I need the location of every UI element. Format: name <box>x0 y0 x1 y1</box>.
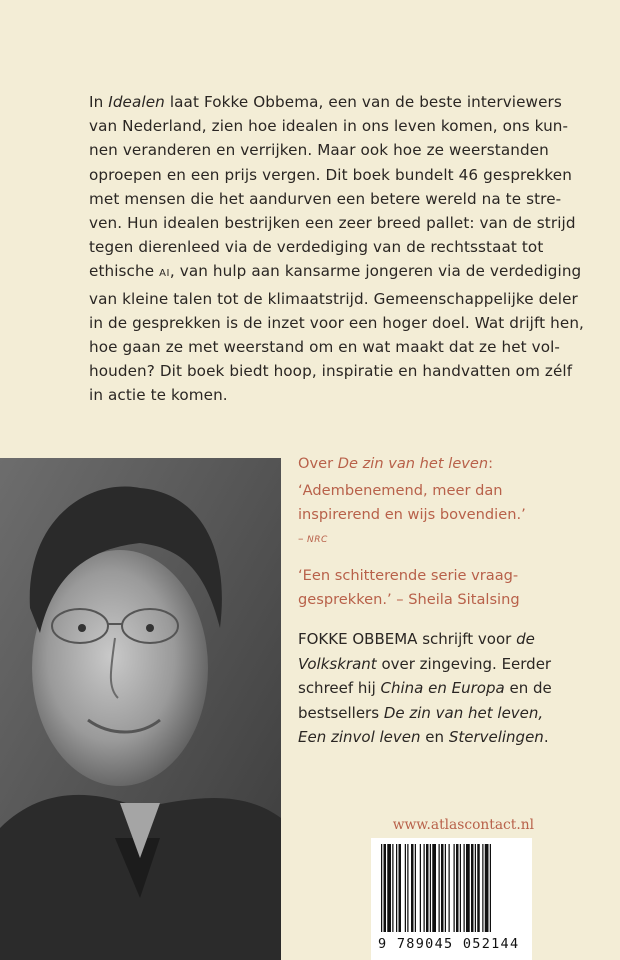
barcode-bar <box>405 844 406 932</box>
review-quotes <box>298 452 608 612</box>
bio-text: schreef hij <box>298 679 381 697</box>
author-bio <box>298 627 608 750</box>
barcode-bars <box>371 838 532 938</box>
quotes-intro-text: Over <box>298 455 338 472</box>
publisher-url[interactable]: www.atlascontact.nl <box>392 817 534 833</box>
review-quote-nrc <box>298 479 608 552</box>
bio-text: en de <box>504 679 552 697</box>
blurb-line: oproepen en een prijs vergen. Dit boek bundelt 46 gesprekken <box>89 165 572 184</box>
bio-text: en <box>420 728 449 746</box>
barcode-bar <box>445 844 446 932</box>
barcode-bar <box>424 844 425 932</box>
bio-text: bestsellers <box>298 703 384 722</box>
book-title-idealen: Idealen <box>108 93 165 111</box>
quote-source-dash: – <box>298 532 307 545</box>
barcode-bar <box>426 844 429 932</box>
blurb-ai-abbrev: AI <box>159 268 170 280</box>
barcode-bar <box>430 844 431 932</box>
blurb-line: in actie te komen. <box>89 386 228 405</box>
barcode-bar <box>466 844 470 932</box>
barcode-bar <box>387 844 391 932</box>
isbn-number: 9 789045 052144 <box>378 936 520 952</box>
bio-italic: de <box>516 630 535 648</box>
blurb-line <box>89 259 582 286</box>
back-cover-blurb <box>89 90 584 408</box>
bio-italic: Volkskrant <box>298 654 377 673</box>
bio-line <box>298 676 608 701</box>
barcode-bar <box>432 844 436 932</box>
barcode-bar <box>411 844 414 932</box>
quotes-intro <box>298 452 608 476</box>
bio-italic: Een zinvol leven <box>298 728 421 746</box>
bio-text: . <box>543 728 549 746</box>
blurb-line: hoe gaan ze met weerstand om en wat maakt dat ze het vol- <box>89 338 560 357</box>
barcode-bar <box>460 844 461 932</box>
blurb-line: van Nederland, zien hoe idealen in ons leven komen, ons kun- <box>89 117 569 136</box>
blurb-line: met mensen die het aandurven een betere wereld na te stre- <box>89 189 562 208</box>
quote-source-name: NRC <box>307 535 328 545</box>
bio-line <box>298 652 608 677</box>
barcode-bar <box>449 844 450 932</box>
barcode-bar <box>477 844 480 932</box>
barcode-bar <box>490 844 491 932</box>
bio-line <box>298 725 608 750</box>
blurb-text: , van hulp aan kansarme jongeren via de verdediging <box>169 262 582 281</box>
bio-italic: China en Europa <box>380 679 505 697</box>
barcode-bar <box>384 844 387 932</box>
quote-line: gesprekken.’ – Sheila Sitalsing <box>298 591 520 608</box>
barcode-bar <box>399 844 402 932</box>
author-portrait-image <box>0 458 281 960</box>
barcode-bar <box>475 844 476 932</box>
blurb-line <box>89 90 562 114</box>
author-photo <box>0 458 281 960</box>
barcode-bar <box>396 844 397 932</box>
quotes-intro-text: : <box>488 455 494 472</box>
blurb-line: nen veranderen en verrijken. Maar ook hoe ze weerstanden <box>89 141 549 160</box>
bio-italic: De zin van het leven, <box>383 703 544 722</box>
blurb-line: houden? Dit boek biedt hoop, inspiratie en handvatten om zélf <box>89 362 573 381</box>
barcode-bar <box>471 844 474 932</box>
barcode-bar <box>439 844 440 932</box>
barcode-bar <box>485 844 489 932</box>
barcode-bar <box>420 844 421 932</box>
barcode-bar <box>407 844 408 932</box>
quote-line: ‘Adembenemend, meer dan <box>298 482 503 499</box>
bio-text: over zingeving. Eerder <box>376 654 552 673</box>
blurb-text: laat Fokke Obbema, een van de beste interviewers <box>164 93 562 111</box>
quote-source <box>298 527 608 552</box>
blurb-text: ethische <box>89 262 160 281</box>
barcode-bar <box>392 844 393 932</box>
quote-line: ‘Een schitterende serie vraag- <box>298 567 519 584</box>
barcode-bar <box>441 844 444 932</box>
bio-italic: Stervelingen <box>448 728 544 746</box>
barcode-bar <box>456 844 459 932</box>
barcode-bar <box>454 844 455 932</box>
blurb-line: ven. Hun idealen bestrijken een zeer breed pallet: van de strijd <box>89 214 576 233</box>
book-title-de-zin: De zin van het leven <box>337 455 489 472</box>
barcode-bar <box>381 844 382 932</box>
blurb-line: in de gesprekken is de inzet voor een hoger doel. Wat drijft hen, <box>89 313 584 332</box>
isbn-barcode <box>371 838 532 960</box>
review-quote-sitalsing <box>298 564 608 612</box>
blurb-line: van kleine talen tot de klimaatstrijd. Gemeenschappelijke deler <box>89 289 578 308</box>
bio-text: FOKKE OBBEMA schrijft voor <box>298 630 517 648</box>
bio-line <box>298 701 608 726</box>
bio-line <box>298 627 608 652</box>
blurb-line: tegen dierenleed via de verdediging van de rechtsstaat tot <box>89 238 544 257</box>
barcode-bar <box>464 844 465 932</box>
quote-line: inspirerend en wijs bovendien.’ <box>298 506 526 523</box>
barcode-bar <box>415 844 416 932</box>
barcode-bar <box>482 844 483 932</box>
blurb-text: In <box>89 93 109 111</box>
